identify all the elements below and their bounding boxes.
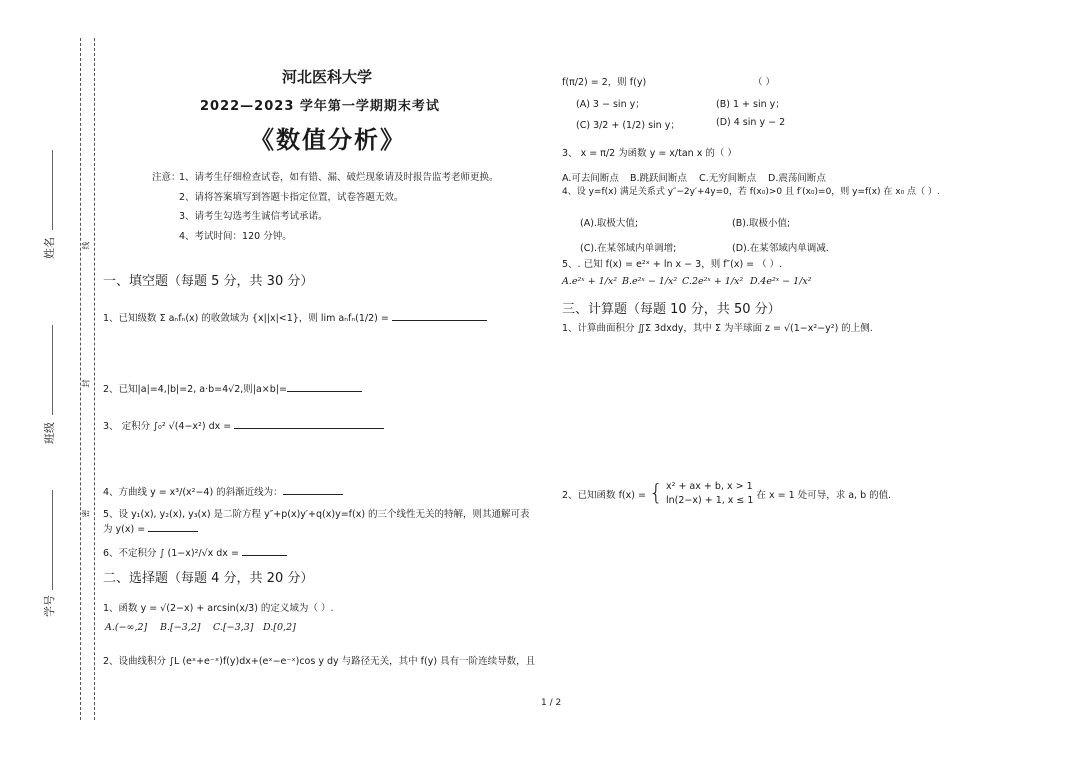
- choice-2-option-c[interactable]: (C) 3/2 + (1/2) sin y；: [576, 120, 680, 131]
- student-id-blank[interactable]: [52, 490, 53, 590]
- student-id-label: 学号: [43, 595, 56, 617]
- fill-question-5-text: 为 y(x) =: [103, 524, 149, 535]
- choice-3-option-d[interactable]: D.震荡间断点: [768, 173, 826, 184]
- choice-1-option-a[interactable]: A.(−∞,2]: [105, 622, 148, 633]
- fill-question-5-line1: 5、设 y₁(x), y₂(x), y₃(x) 是二阶方程 y″+p(x)y′+q(x)y=f(x) 的三个线性无关的特解，则其通解可表: [103, 509, 530, 520]
- fill-answer-1-blank[interactable]: [392, 310, 487, 321]
- choice-2-option-b[interactable]: (B) 1 + sin y；: [716, 99, 785, 110]
- fill-question-1: [103, 310, 487, 324]
- seal-mark-secret: 密: [81, 509, 91, 518]
- choice-question-1: 1、函数 y = √(2−x) + arcsin(x/3) 的定义域为（ ）.: [103, 603, 334, 614]
- choice-4-option-d[interactable]: (D).在某邻域内单调减.: [732, 243, 829, 254]
- choice-1-option-b[interactable]: B.[−3,2]: [160, 622, 201, 633]
- binding-dashed-line-inner: [94, 38, 95, 720]
- course-title: 《数值分析》: [250, 125, 406, 154]
- choice-question-5: 5、. 已知 f(x) = e²ˣ + ln x − 3，则 f″(x) = （ ）.: [562, 259, 783, 270]
- fill-answer-2-blank[interactable]: [287, 381, 362, 392]
- choice-2-option-a[interactable]: (A) 3 − sin y；: [576, 99, 645, 110]
- fill-question-6: [103, 545, 287, 559]
- fill-question-4-text: 4、方曲线 y = x³/(x²−4) 的斜渐近线为：: [103, 487, 283, 498]
- fill-answer-4-blank[interactable]: [283, 484, 343, 495]
- fill-question-5-line2: [103, 521, 198, 535]
- name-blank[interactable]: [52, 150, 53, 230]
- choice-2-option-d[interactable]: (D) 4 sin y − 2: [716, 117, 786, 128]
- choice-5-option-a[interactable]: A.e²ˣ + 1/x²: [562, 276, 618, 287]
- notes-label: 注意：: [152, 172, 181, 183]
- fill-question-2-text: 2、已知|a|=4,|b|=2, a·b=4√2,则|a×b|=: [103, 384, 287, 395]
- fill-question-3: [103, 418, 384, 432]
- note-2: 2、请将答案填写到答题卡指定位置，试卷答题无效。: [179, 192, 404, 203]
- choice-3-option-a[interactable]: A.可去间断点: [562, 173, 619, 184]
- fill-question-4: [103, 484, 343, 498]
- choice-4-option-a[interactable]: (A).取极大值;: [580, 218, 639, 229]
- choice-5-option-d[interactable]: D.4e²ˣ − 1/x²: [750, 276, 812, 287]
- class-blank[interactable]: [52, 325, 53, 415]
- fill-question-6-text: 6、不定积分 ∫ (1−x)²/√x dx =: [103, 548, 242, 559]
- choice-question-4: 4、设 y=f(x) 满足关系式 y″−2y′+4y=0，若 f(x₀)>0 且 f′(x₀)=0，则 y=f(x) 在 x₀ 点（ ）.: [562, 187, 940, 197]
- choice-question-3: 3、 x = π/2 为函数 y = x/tan x 的（ ）: [562, 148, 737, 159]
- fill-question-3-text: 3、 定积分 ∫₀² √(4−x²) dx =: [103, 421, 235, 432]
- section-calculation-title: 三、计算题（每题 10 分，共 50 分）: [562, 302, 781, 317]
- seal-mark-line: 线: [81, 241, 91, 250]
- choice-3-option-c[interactable]: C.无穷间断点: [699, 173, 757, 184]
- choice-5-option-b[interactable]: B.e²ˣ − 1/x²: [622, 276, 678, 287]
- seal-mark-seal: 封: [81, 379, 91, 388]
- calc-question-2-prefix: 2、已知函数 f(x) =: [562, 490, 646, 501]
- piecewise-case-2: ln(2−x) + 1, x ≤ 1: [666, 495, 754, 506]
- section-fill-blank-title: 一、填空题（每题 5 分，共 30 分）: [103, 274, 314, 289]
- university-name: 河北医科大学: [282, 68, 373, 86]
- choice-question-2-line2: f(π/2) = 2，则 f(y): [562, 77, 647, 88]
- section-choice-title: 二、选择题（每题 4 分，共 20 分）: [103, 571, 314, 586]
- piecewise-brace: {: [648, 481, 663, 506]
- page-number: 1 / 2: [541, 698, 562, 708]
- fill-answer-6-blank[interactable]: [242, 545, 287, 556]
- fill-question-1-text: 1、已知级数 Σ aₙfₙ(x) 的收敛域为 {x||x|<1}，则 lim aₙfₙ(1/2) =: [103, 313, 392, 324]
- fill-answer-5-blank[interactable]: [148, 521, 198, 532]
- choice-5-option-c[interactable]: C.2e²ˣ + 1/x²: [682, 276, 744, 287]
- class-label: 班级: [43, 422, 56, 444]
- choice-1-option-c[interactable]: C.[−3,3]: [213, 622, 254, 633]
- name-label: 姓名: [43, 237, 56, 259]
- note-3: 3、请考生勾选考生诚信考试承诺。: [179, 211, 328, 222]
- choice-question-2-line1: 2、设曲线积分 ∫L (eˣ+e⁻ˣ)f(y)dx+(eˣ−e⁻ˣ)cos y dy 与路径无关，其中 f(y) 具有一阶连续导数，且: [103, 656, 536, 667]
- piecewise-case-1: x² + ax + b, x > 1: [666, 481, 753, 492]
- fill-answer-3-blank[interactable]: [234, 418, 384, 429]
- note-1: 1、请考生仔细检查试卷，如有错、漏、破烂现象请及时报告监考老师更换。: [179, 172, 499, 183]
- choice-4-option-c[interactable]: (C).在某邻域内单调增;: [580, 243, 677, 254]
- calc-question-2: [562, 480, 891, 508]
- calc-question-1: 1、计算曲面积分 ∬Σ 3dxdy，其中 Σ 为半球面 z = √(1−x²−y²) 的上侧.: [562, 323, 873, 334]
- calc-question-2-suffix: 在 x = 1 处可导，求 a, b 的值.: [756, 490, 892, 501]
- piecewise-cases: [666, 480, 753, 508]
- choice-question-2-paren: （ ）: [753, 77, 776, 88]
- fill-question-2: [103, 381, 362, 395]
- choice-3-option-b[interactable]: B.跳跃间断点: [630, 173, 688, 184]
- choice-1-option-d[interactable]: D.[0,2]: [263, 622, 296, 633]
- choice-4-option-b[interactable]: (B).取极小值;: [732, 218, 791, 229]
- note-4: 4、考试时间：120 分钟。: [179, 231, 292, 242]
- exam-title: 2022—2023 学年第一学期期末考试: [200, 99, 440, 114]
